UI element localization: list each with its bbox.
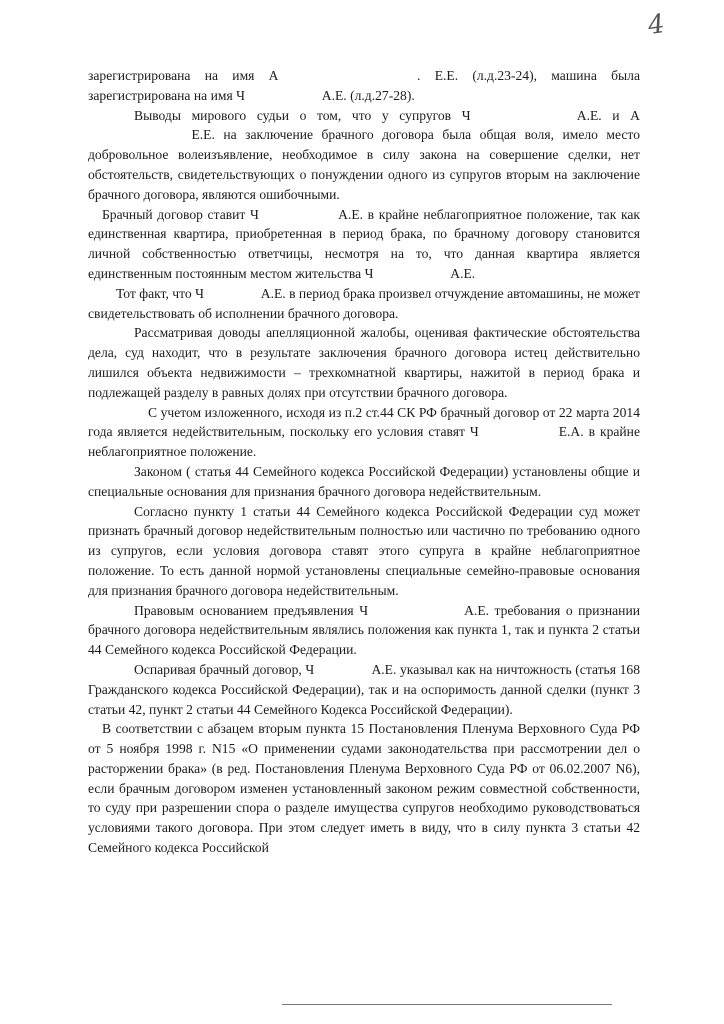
p1-text-a: зарегистрирована на имя А — [88, 68, 279, 83]
paragraph-8: Согласно пункту 1 статьи 44 Семейного кодекса Российской Федерации суд может признать брачный договор недействительным полностью или частично по требованию одного из супругов, если условия договора ставят этого супруга в крайне неблагоприятное положение. То есть данной нормой установлены специальные семейно-правовые основания для признания брачного договора недействительным. — [88, 503, 640, 598]
p10-text-b: А.Е. указывал как на ничтожность (статья 168 Гражданского кодекса Российской Федерации), так и на оспоримость данной сделки (пункт 3 статьи 42, пункт 2 статьи 44 Семейного Кодекса Российской Федерации). — [88, 661, 641, 717]
p3-text-c: А.Е. — [450, 265, 476, 281]
paragraph-6 — [88, 403, 640, 462]
p2-text-c: Е.Е. на заключение брачного договора была общая воля, имело место добровольное волеизъявление, необходимое в силу закона на совершение сделки, нет обстоятельств, свидетельствующих о понуждении одного из супругов вторым на заключение брачного договора, являются ошибочными. — [88, 127, 640, 202]
p6-text-b: Е.А. в крайне неблагоприятное положение. — [88, 424, 640, 460]
p9-text-b: А.Е. требования о признании брачного договора недействительным являлись положения как пункта 1, так и пункта 2 статьи 44 Семейного кодекса Российской Федерации. — [88, 602, 640, 658]
p2-text-b: А.Е. и А — [576, 107, 640, 123]
p9-text-a: Правовым основанием предъявления Ч — [134, 602, 369, 618]
paragraph-10 — [88, 660, 640, 719]
p3-text-a: Брачный договор ставит Ч — [102, 206, 259, 222]
paragraph-9 — [88, 601, 640, 660]
paragraph-7: Законом ( статья 44 Семейного кодекса Российской Федерации) установлены общие и специальные основания для признания брачного договора недействительным. — [88, 463, 640, 499]
p1-text-c: А.Е. (л.д.27-28). — [321, 87, 415, 103]
page-number: 4 — [645, 8, 667, 42]
p1-text-b: . Е.Е. (л.д.23-24), машина была зарегистрирована на имя Ч — [88, 68, 640, 103]
p4-text-b: А.Е. в период брака произвел отчуждение автомашины, не может свидетельствовать об исполнении брачного договора. — [88, 285, 640, 321]
paragraph-4 — [88, 284, 640, 324]
document-body — [88, 66, 640, 858]
paragraph-1 — [88, 66, 640, 106]
p6-text-a: С учетом изложенного, исходя из п.2 ст.44 СК РФ брачный договор от 22 марта 2014 года является недействительным, поскольку его условия ставят Ч — [88, 404, 640, 440]
paragraph-2 — [88, 106, 640, 205]
p3-text-b: А.Е. в крайне неблагоприятное положение, так как единственная квартира, приобретенная в период брака, по брачному договору становится личной собственностью ответчицы, несмотря на то, что данная квартира является единственным постоянным местом жительства Ч — [88, 206, 640, 281]
paragraph-11: В соответствии с абзацем вторым пункта 15 Постановления Пленума Верховного Суда РФ от 5 ноября 1998 г. N15 «О применении судами законодательства при рассмотрении дел о расторжении брака» (в ред. Постановления Пленума Верховного Суда РФ от 06.02.2007 N6), если брачным договором изменен установленный законом режим совместной собственности, то суду при разрешении спора о разделе имущества супругов необходимо руководствоваться условиями такого договора. При этом следует иметь в виду, что в силу пункта 3 статьи 42 Семейного кодекса Российской — [88, 721, 640, 856]
paragraph-5: Рассматривая доводы апелляционной жалобы, оценивая фактические обстоятельства дела, суд находит, что в результате заключения брачного договора истец действительно лишился объекта недвижимости – трехкомнатной квартиры, нажитой в период брака и подлежащей разделу в равных долях при отсутствии брачного договора. — [88, 325, 640, 400]
footer-divider — [282, 1004, 612, 1005]
p10-text-a: Оспаривая брачный договор, Ч — [134, 661, 315, 677]
paragraph-3 — [88, 205, 640, 284]
p4-text-a: Тот факт, что Ч — [116, 285, 204, 301]
p2-text-a: Выводы мирового судьи о том, что у супругов Ч — [134, 107, 471, 123]
